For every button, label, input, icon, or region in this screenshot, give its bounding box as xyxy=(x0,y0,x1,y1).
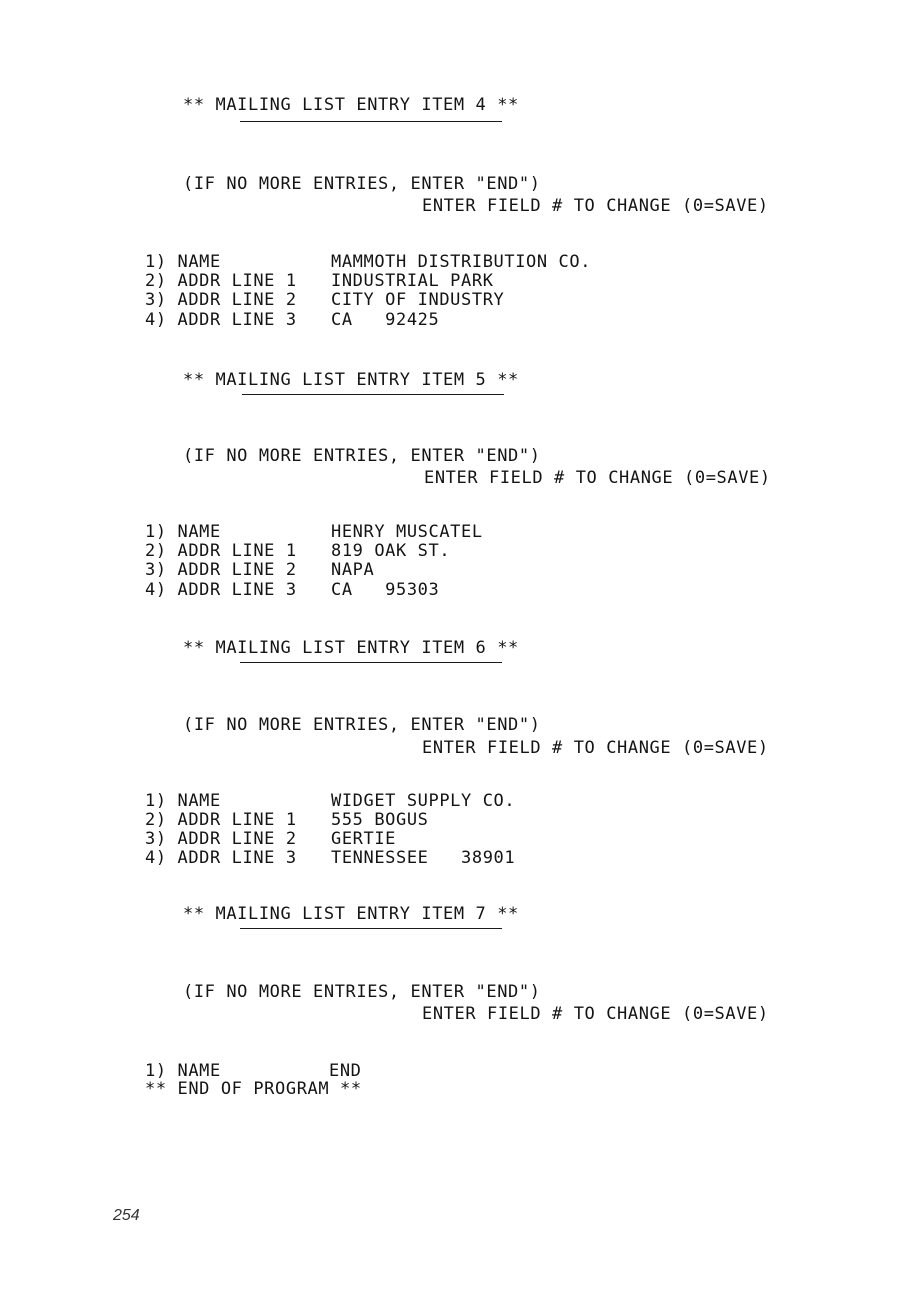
field-value-name: END xyxy=(329,1061,362,1081)
field-label-name: 1) NAME xyxy=(145,522,221,542)
page-number: 254 xyxy=(113,1207,140,1224)
entry-header-item-7: ** MAILING LIST ENTRY ITEM 7 ** xyxy=(183,904,519,924)
header-underline xyxy=(240,928,502,929)
field-label-addr-3: 4) ADDR LINE 3 xyxy=(145,848,297,868)
end-of-program-message: ** END OF PROGRAM ** xyxy=(145,1079,362,1099)
field-label-name: 1) NAME xyxy=(145,791,221,811)
field-value-addr-3: TENNESSEE 38901 xyxy=(331,848,516,868)
header-underline xyxy=(242,394,504,395)
field-label-addr-3: 4) ADDR LINE 3 xyxy=(145,580,297,600)
field-label-name: 1) NAME xyxy=(145,1061,221,1081)
field-label-addr-3: 4) ADDR LINE 3 xyxy=(145,310,297,330)
field-value-addr-3: CA 95303 xyxy=(331,580,440,600)
header-underline xyxy=(240,121,502,122)
field-label-addr-1: 2) ADDR LINE 1 xyxy=(145,810,297,830)
field-label-addr-2: 3) ADDR LINE 2 xyxy=(145,290,297,310)
field-value-addr-2: CITY OF INDUSTRY xyxy=(331,290,505,310)
end-prompt: (IF NO MORE ENTRIES, ENTER "END") xyxy=(183,715,541,735)
field-change-prompt: ENTER FIELD # TO CHANGE (0=SAVE) xyxy=(422,738,769,758)
entry-header-item-5: ** MAILING LIST ENTRY ITEM 5 ** xyxy=(183,370,519,390)
field-value-addr-2: GERTIE xyxy=(331,829,397,849)
field-value-addr-1: INDUSTRIAL PARK xyxy=(331,271,494,291)
field-label-addr-1: 2) ADDR LINE 1 xyxy=(145,271,297,291)
header-underline xyxy=(240,662,502,663)
field-change-prompt: ENTER FIELD # TO CHANGE (0=SAVE) xyxy=(422,1004,769,1024)
entry-header-item-4: ** MAILING LIST ENTRY ITEM 4 ** xyxy=(183,95,519,115)
end-prompt: (IF NO MORE ENTRIES, ENTER "END") xyxy=(183,174,541,194)
field-label-addr-2: 3) ADDR LINE 2 xyxy=(145,829,297,849)
entry-header-item-6: ** MAILING LIST ENTRY ITEM 6 ** xyxy=(183,638,519,658)
end-prompt: (IF NO MORE ENTRIES, ENTER "END") xyxy=(183,446,541,466)
field-label-name: 1) NAME xyxy=(145,252,221,272)
end-prompt: (IF NO MORE ENTRIES, ENTER "END") xyxy=(183,982,541,1002)
field-value-addr-1: 555 BOGUS xyxy=(331,810,429,830)
field-change-prompt: ENTER FIELD # TO CHANGE (0=SAVE) xyxy=(422,196,769,216)
field-change-prompt: ENTER FIELD # TO CHANGE (0=SAVE) xyxy=(424,468,771,488)
field-value-name: HENRY MUSCATEL xyxy=(331,522,483,542)
field-value-addr-1: 819 OAK ST. xyxy=(331,541,451,561)
field-value-name: WIDGET SUPPLY CO. xyxy=(331,791,516,811)
field-label-addr-1: 2) ADDR LINE 1 xyxy=(145,541,297,561)
field-value-addr-3: CA 92425 xyxy=(331,310,440,330)
field-value-addr-2: NAPA xyxy=(331,560,375,580)
field-value-name: MAMMOTH DISTRIBUTION CO. xyxy=(331,252,592,272)
field-label-addr-2: 3) ADDR LINE 2 xyxy=(145,560,297,580)
